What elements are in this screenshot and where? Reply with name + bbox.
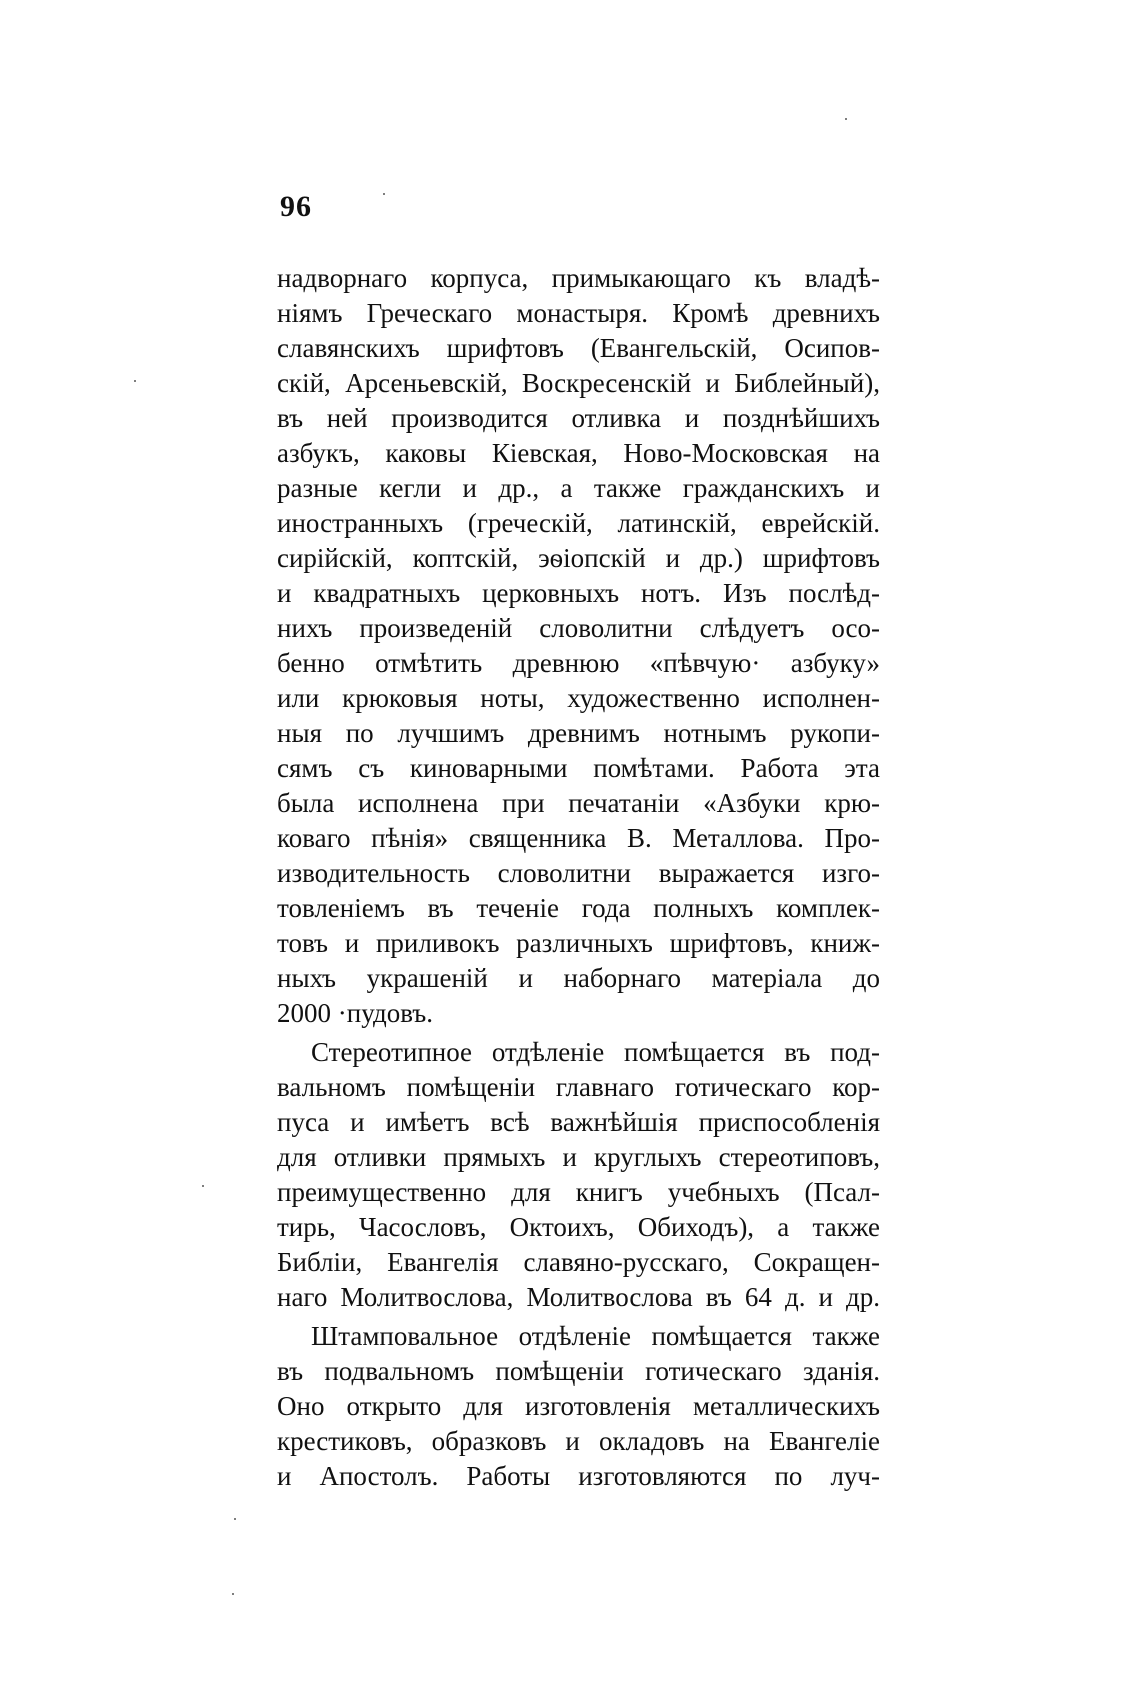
scan-speck (134, 380, 136, 382)
text-line: надворнаго корпуса, примыкающаго къ владѣ- (277, 263, 880, 293)
text-line: и квадратныхъ церковныхъ нотъ. Изъ послѣд- (277, 578, 880, 608)
text-line: наго Молитвослова, Молитвослова въ 64 д. и др. (277, 1282, 880, 1312)
page-number: 96 (280, 190, 312, 223)
body-text (277, 261, 880, 1494)
text-line: вальномъ помѣщеніи главнаго готическаго кор- (277, 1072, 880, 1102)
text-line: Стереотипное отдѣленіе помѣщается въ под- (311, 1037, 880, 1067)
text-line: и Апостолъ. Работы изготовляются по луч- (277, 1461, 880, 1491)
scan-speck (202, 1185, 204, 1187)
text-line: тирь, Часословъ, Октоихъ, Обиходъ), а также (277, 1212, 880, 1242)
text-line: изводительность словолитни выражается изго- (277, 858, 880, 888)
text-line: Штамповальное отдѣленіе помѣщается также (311, 1321, 880, 1351)
text-line: или крюковыя ноты, художественно исполнен- (277, 683, 880, 713)
text-line: ныхъ украшеній и наборнаго матеріала до (277, 963, 880, 993)
text-line: славянскихъ шрифтовъ (Евангельскій, Осипов- (277, 333, 880, 363)
text-line: пуса и имѣетъ всѣ важнѣйшія приспособленія (277, 1107, 880, 1137)
text-line: скій, Арсеньевскій, Воскресенскій и Библейный), (277, 368, 880, 398)
scan-speck (383, 193, 385, 195)
text-line: была исполнена при печатаніи «Азбуки крю- (277, 788, 880, 818)
scan-speck (845, 118, 847, 120)
text-line: въ ней производится отливка и позднѣйшихъ (277, 403, 880, 433)
text-line: сямъ съ киноварными помѣтами. Работа эта (277, 753, 880, 783)
scan-speck (232, 1593, 234, 1595)
text-line: азбукъ, каковы Кіевская, Ново-Московская на (277, 438, 880, 468)
text-line: иностранныхъ (греческій, латинскій, еврейскій. (277, 508, 880, 538)
scan-speck (234, 1518, 236, 1520)
text-line: крестиковъ, образковъ и окладовъ на Евангеліе (277, 1426, 880, 1456)
text-line: коваго пѣнія» священника В. Металлова. Про- (277, 823, 880, 853)
text-line: преимущественно для книгъ учебныхъ (Псал- (277, 1177, 880, 1207)
text-line: разные кегли и др., а также гражданскихъ и (277, 473, 880, 503)
text-line: сирійскій, коптскій, эѳіопскій и др.) шрифтовъ (277, 543, 880, 573)
text-line: для отливки прямыхъ и круглыхъ стереотиповъ, (277, 1142, 880, 1172)
text-line: Оно открыто для изготовленія металлическихъ (277, 1391, 880, 1421)
text-line: ніямъ Греческаго монастыря. Кромѣ древнихъ (277, 298, 880, 328)
text-line: товленіемъ въ теченіе года полныхъ комплек- (277, 893, 880, 923)
text-line: въ подвальномъ помѣщеніи готическаго зданія. (277, 1356, 880, 1386)
text-line: бенно отмѣтить древнюю «пѣвчую· азбуку» (277, 648, 880, 678)
text-line: 2000 ·пудовъ. (277, 998, 434, 1028)
text-line: товъ и приливокъ различныхъ шрифтовъ, книж- (277, 928, 880, 958)
text-line: нихъ произведеній словолитни слѣдуетъ осо- (277, 613, 880, 643)
text-line: ныя по лучшимъ древнимъ нотнымъ рукопи- (277, 718, 880, 748)
text-line: Библіи, Евангелія славяно-русскаго, Сокращен- (277, 1247, 880, 1277)
